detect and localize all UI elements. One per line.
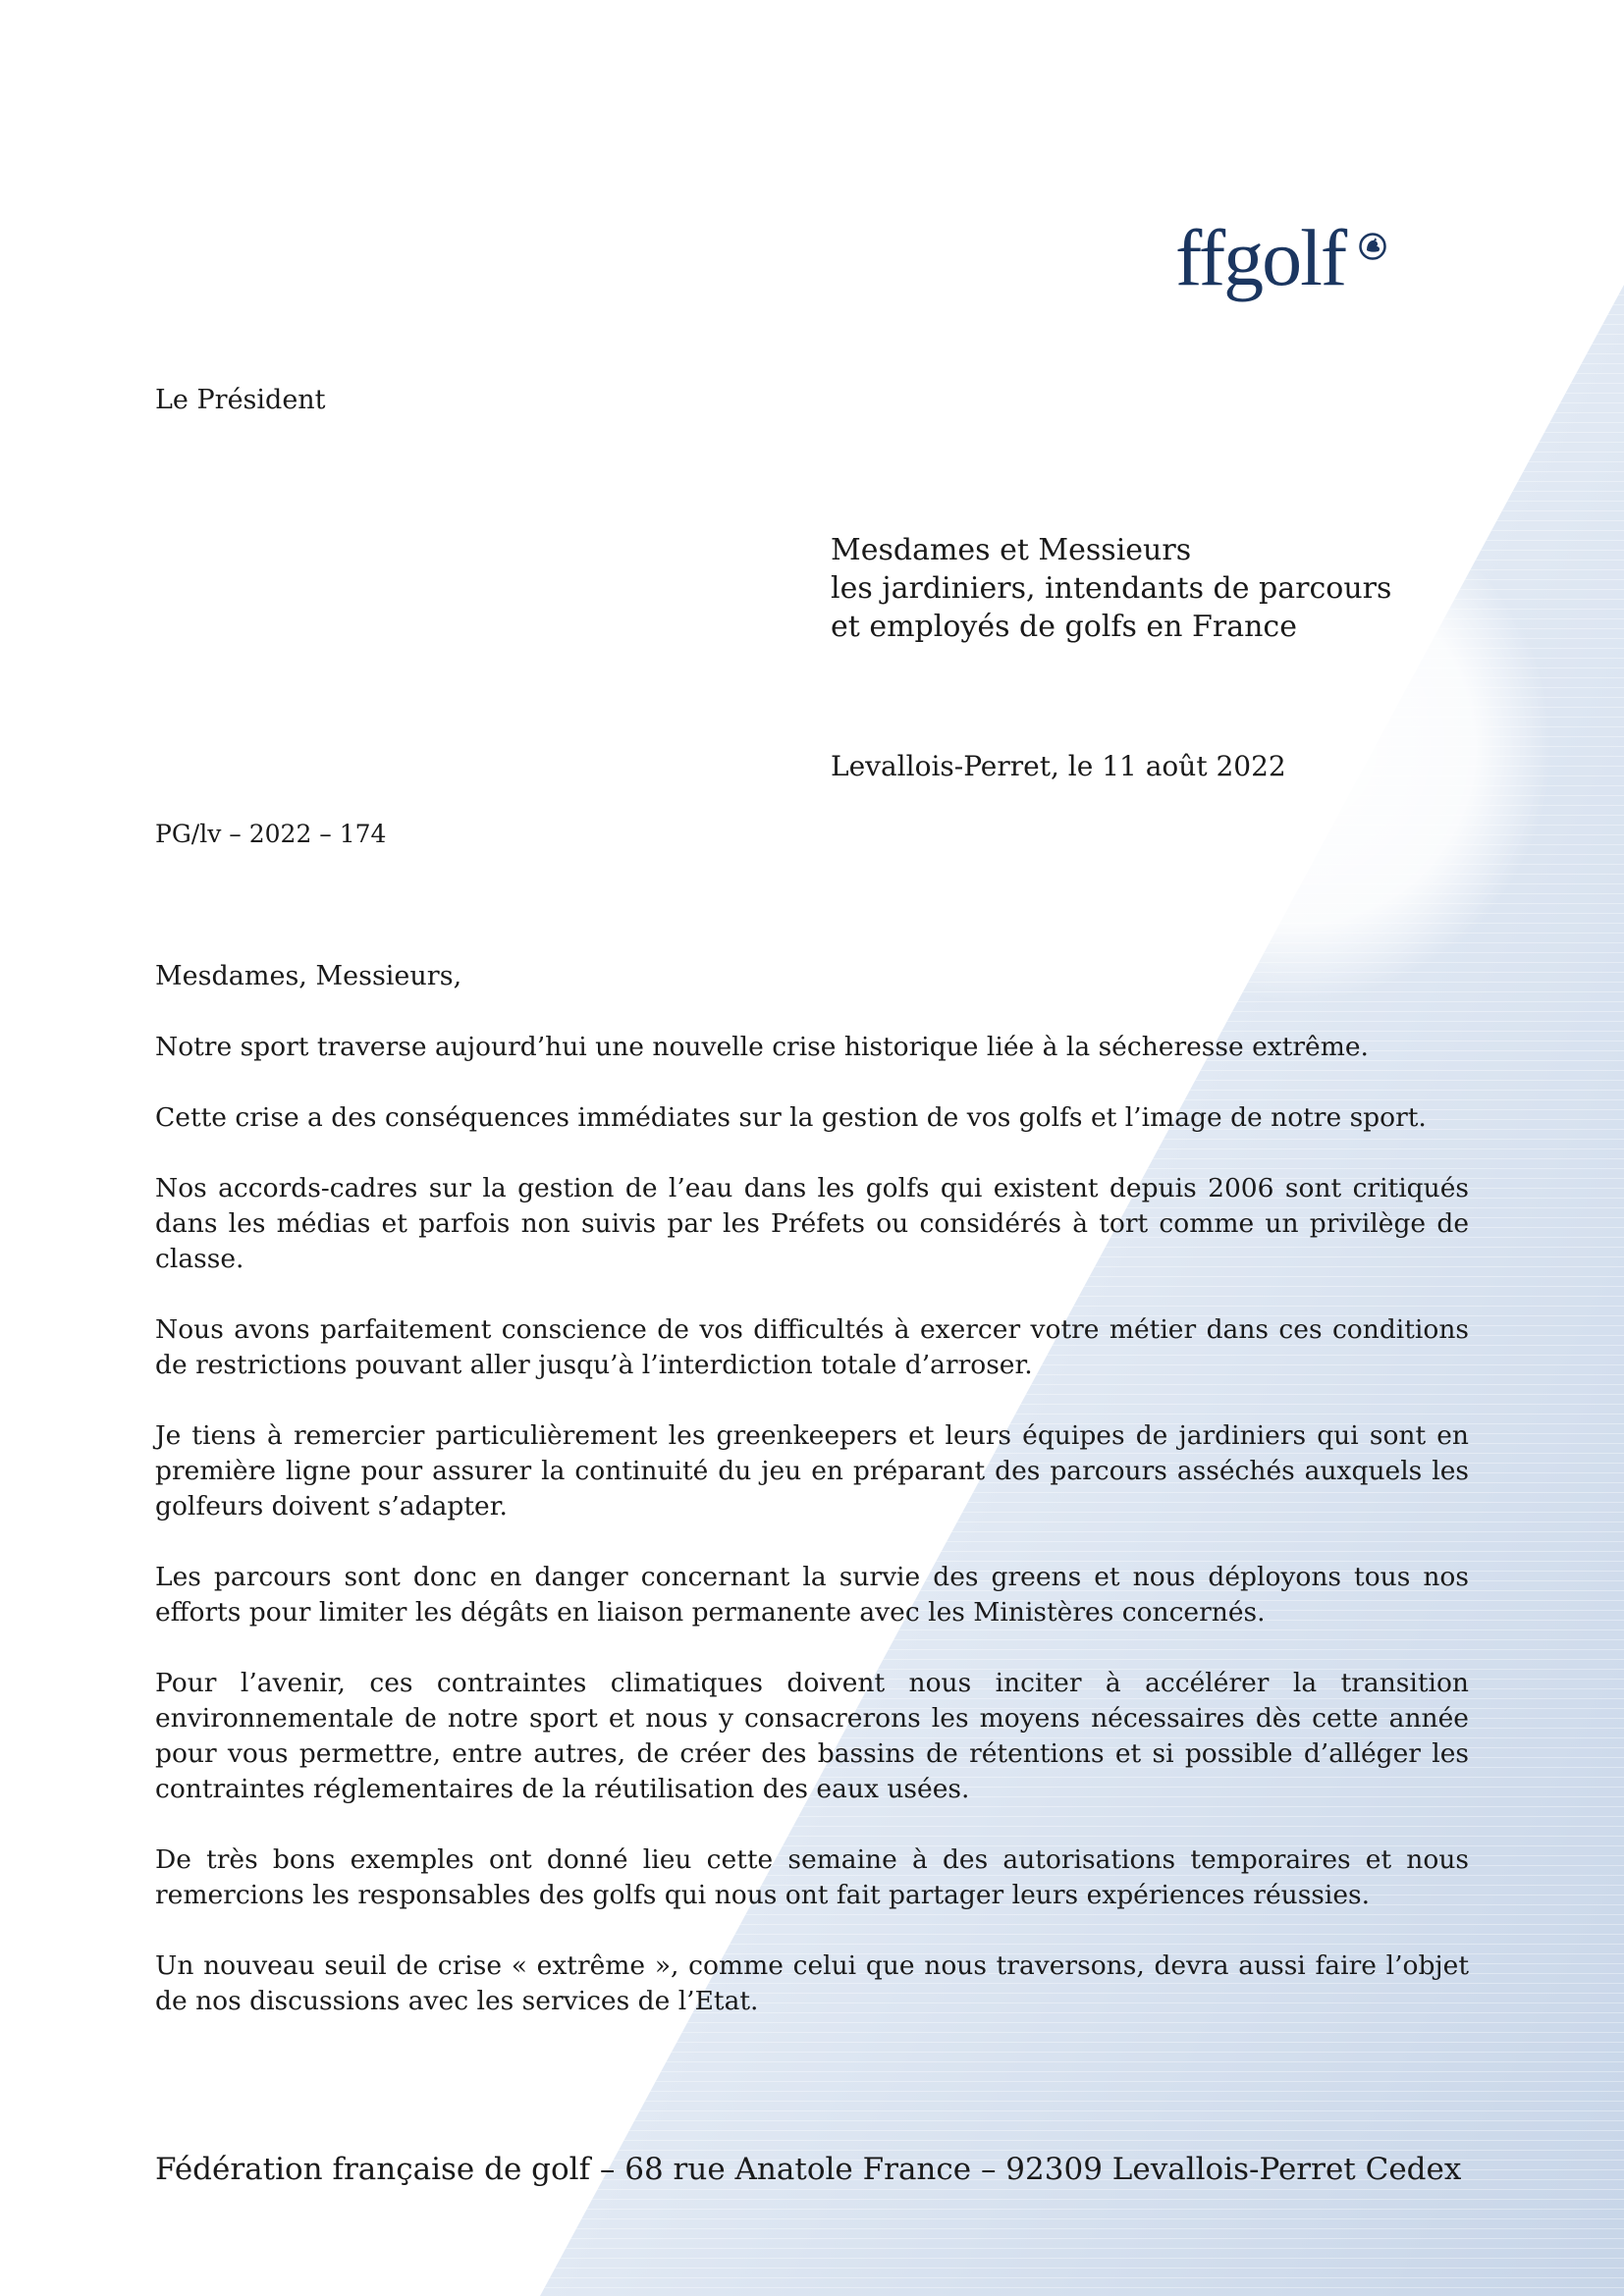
logo-wordmark: ffgolf xyxy=(1175,213,1346,302)
footer-address: Fédération française de golf – 68 rue Anatole France – 92309 Levallois-Perret Cedex xyxy=(155,2152,1462,2187)
ffgolf-logo xyxy=(1175,213,1401,336)
recipient-address xyxy=(831,531,1391,646)
salutation: Mesdames, Messieurs, xyxy=(155,961,462,991)
body-paragraph: Pour l’avenir, ces contraintes climatiques doivent nous inciter à accélérer la transition environnementale de notre sport et nous y consacrerons les moyens nécessaires dès cette année pour vous permettre, entre autres, de créer des bassins de rétentions et si possible d’alléger les contraintes réglementaires de la réutilisation des eaux usées. xyxy=(155,1668,1469,1804)
body-paragraph: Nos accords-cadres sur la gestion de l’eau dans les golfs qui existent depuis 2006 sont critiqués dans les médias et parfois non suivis par les Préfets ou considérés à tort comme un privilège de classe. xyxy=(155,1173,1469,1274)
recipient-line: les jardiniers, intendants de parcours xyxy=(831,571,1392,606)
body-paragraph: Nous avons parfaitement conscience de vos difficultés à exercer votre métier dans ces conditions de restrictions pouvant aller jusqu’à l’interdiction totale d’arroser. xyxy=(155,1314,1469,1380)
recipient-line: Mesdames et Messieurs xyxy=(831,533,1192,567)
sender-title: Le Président xyxy=(155,385,326,415)
reference-number: PG/lv – 2022 – 174 xyxy=(155,820,387,848)
body-paragraph: Les parcours sont donc en danger concernant la survie des greens et nous déployons tous nos efforts pour limiter les dégâts en liaison permanente avec les Ministères concernés. xyxy=(155,1562,1469,1628)
letter-body xyxy=(155,1030,1469,2055)
rooster-emblem-icon xyxy=(1358,232,1387,261)
recipient-line: et employés de golfs en France xyxy=(831,610,1297,644)
body-paragraph: Je tiens à remercier particulièrement les greenkeepers et leurs équipes de jardiniers qui sont en première ligne pour assurer la continuité du jeu en préparant des parcours asséchés auxquels les golfeurs doivent s’adapter. xyxy=(155,1420,1469,1522)
body-paragraph: Un nouveau seuil de crise « extrême », comme celui que nous traversons, devra aussi faire l’objet de nos discussions avec les services de l’Etat. xyxy=(155,1950,1469,2016)
body-paragraph: Cette crise a des conséquences immédiates sur la gestion de vos golfs et l’image de notre sport. xyxy=(155,1102,1427,1133)
body-paragraph: Notre sport traverse aujourd’hui une nouvelle crise historique liée à la sécheresse extrême. xyxy=(155,1032,1369,1062)
place-and-date: Levallois-Perret, le 11 août 2022 xyxy=(831,750,1286,782)
body-paragraph: De très bons exemples ont donné lieu cette semaine à des autorisations temporaires et nous remercions les responsables des golfs qui nous ont fait partager leurs expériences réussies. xyxy=(155,1844,1469,1910)
